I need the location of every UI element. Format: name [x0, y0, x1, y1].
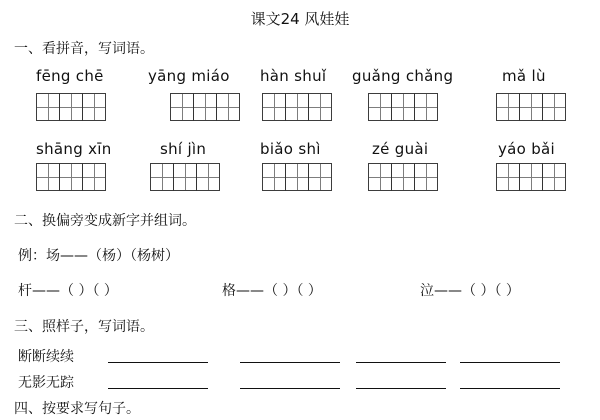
pinyin-1-1: fēng chē	[36, 67, 104, 85]
section-1-heading: 一、看拼音，写词语。	[14, 41, 154, 57]
section-4-heading: 四、按要求写句子。	[14, 401, 140, 417]
page-title: 课文24 风娃娃	[250, 10, 350, 28]
writing-grid[interactable]	[496, 93, 566, 121]
pinyin-2-5: yáo bǎi	[498, 140, 555, 158]
answer-blank[interactable]	[460, 362, 560, 363]
pinyin-2-1: shāng xīn	[36, 140, 112, 158]
answer-blank[interactable]	[108, 362, 208, 363]
answer-blank[interactable]	[108, 388, 208, 389]
answer-blank[interactable]	[240, 362, 340, 363]
writing-grid[interactable]	[368, 93, 438, 121]
exercise-item-2[interactable]: 格——（ ）（ ）	[222, 283, 322, 299]
writing-grid[interactable]	[496, 163, 566, 191]
answer-blank[interactable]	[356, 388, 446, 389]
example-word-1: 断断续续	[18, 349, 74, 365]
exercise-item-3[interactable]: 泣——（ ）（ ）	[420, 283, 520, 299]
pinyin-2-2: shí jìn	[160, 140, 207, 158]
writing-grid[interactable]	[262, 93, 332, 121]
writing-grid[interactable]	[368, 163, 438, 191]
pinyin-2-3: biǎo shì	[260, 140, 321, 158]
answer-blank[interactable]	[240, 388, 340, 389]
writing-grid[interactable]	[36, 93, 106, 121]
writing-grid[interactable]	[262, 163, 332, 191]
pinyin-1-2: yāng miáo	[148, 67, 230, 85]
exercise-item-1[interactable]: 杆——（ ）（ ）	[18, 283, 118, 299]
section-2-heading: 二、换偏旁变成新字并组词。	[14, 213, 196, 229]
answer-blank[interactable]	[460, 388, 560, 389]
pinyin-1-3: hàn shuǐ	[260, 67, 327, 85]
writing-grid[interactable]	[170, 93, 240, 121]
example-line: 例：场——（杨）（杨树）	[18, 248, 179, 264]
pinyin-1-4: guǎng chǎng	[352, 67, 454, 85]
example-word-2: 无影无踪	[18, 375, 74, 391]
section-3-heading: 三、照样子，写词语。	[14, 319, 154, 335]
pinyin-2-4: zé guài	[372, 140, 429, 158]
answer-blank[interactable]	[356, 362, 446, 363]
writing-grid[interactable]	[150, 163, 220, 191]
writing-grid[interactable]	[36, 163, 106, 191]
pinyin-1-5: mǎ lù	[502, 67, 546, 85]
